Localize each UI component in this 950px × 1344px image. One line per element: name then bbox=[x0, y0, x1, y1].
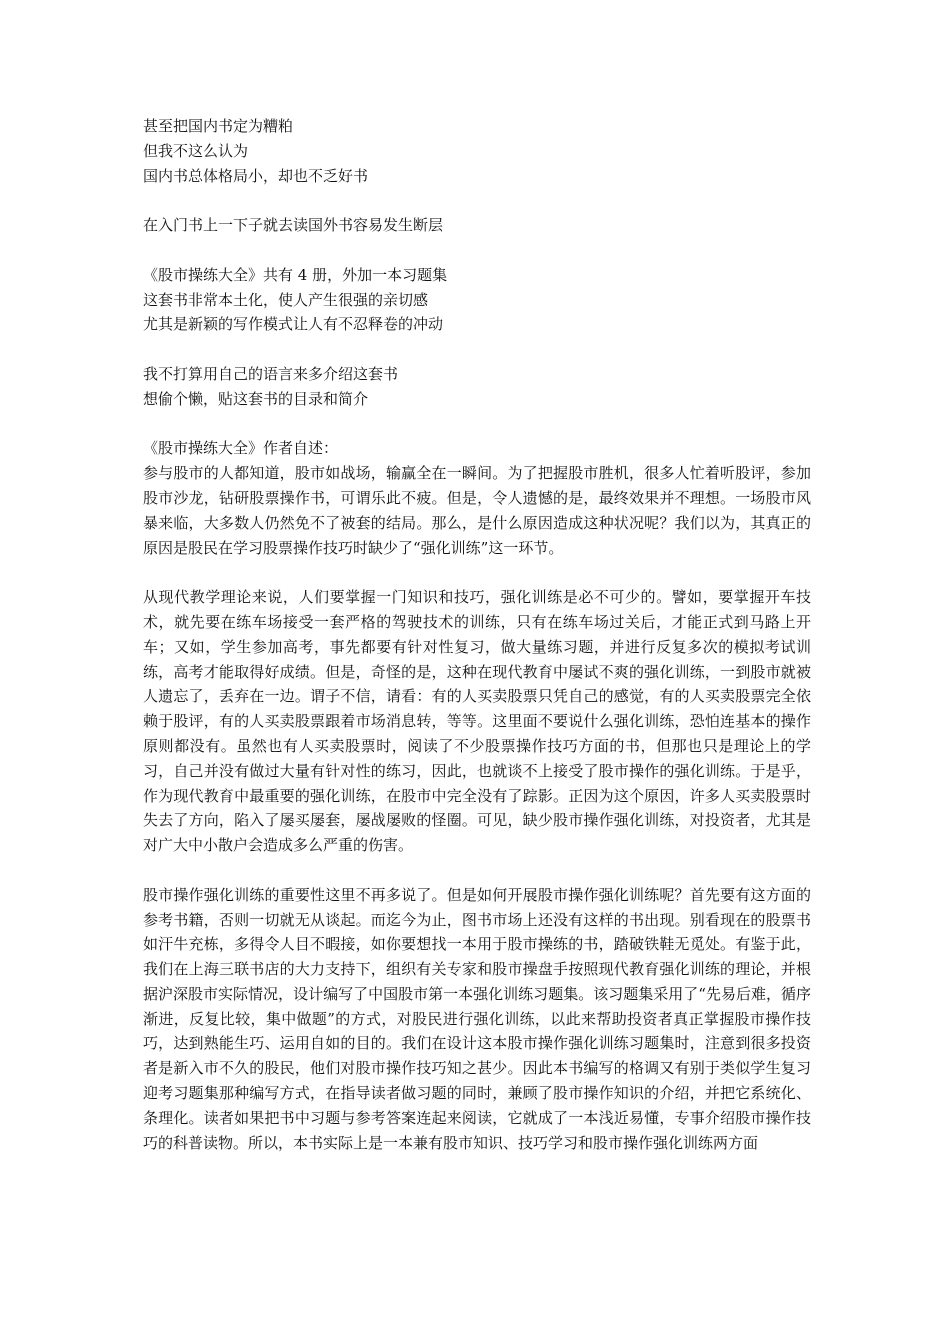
blank-line bbox=[143, 238, 811, 263]
text-line: 这套书非常本土化，使人产生很强的亲切感 bbox=[143, 290, 429, 309]
blank-line bbox=[143, 188, 811, 213]
text-line: 尤其是新颖的写作模式让人有不忍释卷的冲动 bbox=[143, 315, 444, 334]
text-line: 但我不这么认为 bbox=[143, 141, 249, 160]
blank-line bbox=[143, 412, 811, 437]
blank-line bbox=[143, 858, 811, 883]
preface-paragraph: 参与股市的人都知道，股市如战场，输赢全在一瞬间。为了把握股市胜机，很多人忙着听股评，参加股市沙龙，钻研股票操作书，可谓乐此不疲。但是，令人遗憾的是，最终效果并不理想。一场股市风暴来临，大多数人仍然免不了被套的结局。那么，是什么原因造成这种状况呢？我们以为，其真正的原因是股民在学习股票操作技巧时缺少了“强化训练”这一环节。 bbox=[143, 464, 811, 557]
blank-line bbox=[143, 337, 811, 362]
text-line: 我不打算用自己的语言来多介绍这套书 bbox=[143, 364, 399, 383]
text-line: 国内书总体格局小，却也不乏好书 bbox=[143, 166, 369, 185]
preface-paragraph: 从现代教学理论来说，人们要掌握一门知识和技巧，强化训练是必不可少的。譬如，要掌握开车技术，就先要在练车场接受一套严格的驾驶技术的训练，只有在练车场过关后，才能正式到马路上开车；又如，学生参加高考，事先都要有针对性复习，做大量练习题，并进行反复多次的模拟考试训练，高考才能取得好成绩。但是，奇怪的是，这种在现代教育中屡试不爽的强化训练，一到股市就被人遗忘了，丢弃在一边。谓子不信，请看：有的人买卖股票只凭自己的感觉，有的人买卖股票完全依赖于股评，有的人买卖股票跟着市场消息转，等等。这里面不要说什么强化训练，恐怕连基本的操作原则都没有。虽然也有人买卖股票时，阅读了不少股票操作技巧方面的书，但那也只是理论上的学习，自己并没有做过大量有针对性的练习，因此，也就谈不上接受了股市操作的强化训练。于是乎，作为现代教育中最重要的强化训练，在股市中完全没有了踪影。正因为这个原因，许多人买卖股票时失去了方向，陷入了屡买屡套，屡战屡败的怪圈。可见，缺少股市操作强化训练，对投资者，尤其是对广大中小散户会造成多么严重的伤害。 bbox=[143, 588, 811, 855]
text-line: 在入门书上一下子就去读国外书容易发生断层 bbox=[143, 216, 444, 235]
text-line: 《股市操练大全》共有 4 册，外加一本习题集 bbox=[143, 265, 448, 284]
preface-heading: 《股市操练大全》作者自述： bbox=[143, 439, 339, 458]
blank-line bbox=[143, 560, 811, 585]
text-line: 甚至把国内书定为糟粕 bbox=[143, 117, 294, 135]
document-page bbox=[143, 114, 811, 1155]
preface-paragraph: 股市操作强化训练的重要性这里不再多说了。但是如何开展股市操作强化训练呢？首先要有这方面的参考书籍，否则一切就无从谈起。而迄今为止，图书市场上还没有这样的书出现。别看现在的股票书如汗牛充栋，多得令人目不暇接，如你要想找一本用于股市操练的书，踏破铁鞋无觅处。有鉴于此，我们在上海三联书店的大力支持下，组织有关专家和股市操盘手按照现代教育强化训练的理论，并根据沪深股市实际情况，设计编写了中国股市第一本强化训练习题集。该习题集采用了“先易后难，循序渐进，反复比较，集中做题”的方式，对股民进行强化训练，以此来帮助投资者真正掌握股市操作技巧，达到熟能生巧、运用自如的目的。我们在设计这本股市操作强化训练习题集时，注意到很多投资者是新入市不久的股民，他们对股市操作技巧知之甚少。因此本书编写的格调又有别于类似学生复习迎考习题集那种编写方式，在指导读者做习题的同时，兼顾了股市操作知识的介绍，并把它系统化、条理化。读者如果把书中习题与参考答案连起来阅读，它就成了一本浅近易懂，专事介绍股市操作技巧的科普读物。所以，本书实际上是一本兼有股市知识、技巧学习和股市操作强化训练两方面 bbox=[143, 885, 811, 1152]
text-line: 想偷个懒，贴这套书的目录和简介 bbox=[143, 389, 369, 408]
